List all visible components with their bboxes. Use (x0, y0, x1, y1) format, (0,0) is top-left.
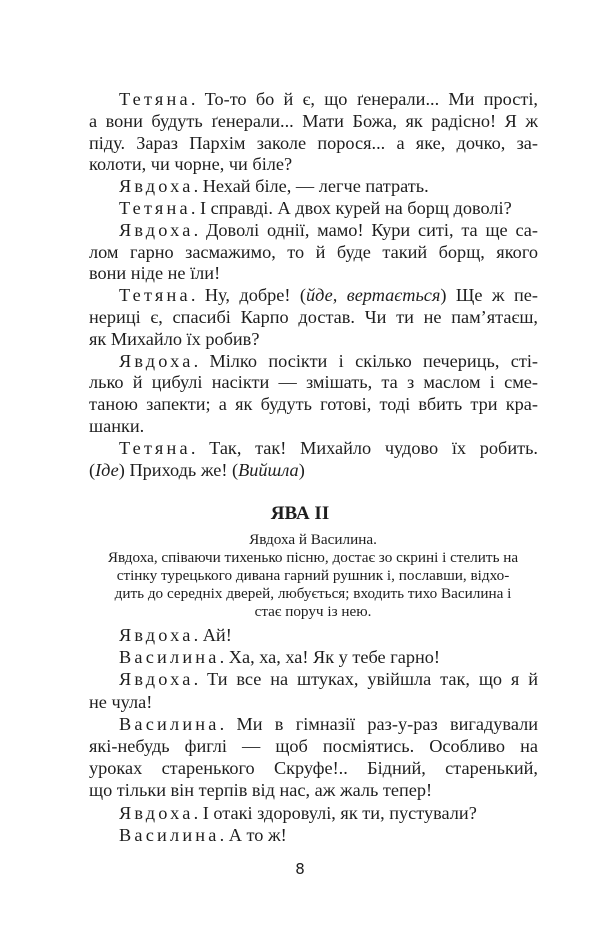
line-text: піду. Зараз Пархім заколе порося... а яке, дочко, за- (89, 132, 538, 153)
dialogue-paragraph (89, 438, 538, 482)
dialogue-paragraph (89, 220, 538, 285)
text-line (89, 624, 538, 646)
stage-direction (80, 531, 546, 621)
dialogue-paragraph (89, 176, 538, 198)
dialogue-paragraph (89, 351, 538, 438)
line-text: . Ай! (193, 625, 232, 645)
dialogue-paragraph (89, 646, 538, 668)
line-text: колоти, чи чорне, чи біле? (89, 154, 293, 175)
dialogue-paragraph (89, 824, 538, 846)
text-line (89, 133, 538, 155)
line-text: ) (298, 459, 305, 480)
speaker-name: Тетяна (119, 89, 191, 109)
speaker-name: Явдоха (119, 219, 194, 240)
speaker-name: Явдоха (119, 669, 194, 690)
line-text: . Ха, ха, ха! Як у тебе гарно! (219, 647, 441, 668)
speaker-name: Василина (119, 824, 220, 845)
dialogue-section-2 (89, 624, 538, 846)
stage-direction-line: Явдоха, співаючи тихенько пісню, достає зо скрині і стелить на (107, 549, 519, 566)
text-line (89, 220, 538, 242)
text-line (89, 176, 538, 198)
text-line (89, 242, 538, 264)
line-text: вони ніде не їли! (89, 263, 221, 284)
line-text: . І отакі здоровулі, як ти, пустували? (193, 802, 477, 823)
stage-remark: йде, вертається (306, 285, 441, 306)
speaker-name: Явдоха (119, 350, 194, 371)
text-line (89, 285, 538, 307)
text-line (89, 438, 538, 460)
line-text: нерицi є, спасибі Карпо достав. Чи ти не пам’ятаєш, (89, 306, 538, 327)
dialogue-paragraph (89, 624, 538, 646)
line-text: . І справді. А двох курей на борщ доволі? (190, 197, 512, 218)
dialogue-section-1 (89, 89, 538, 481)
line-text: . Доволі однії, мамо! Кури ситі, та ще са- (193, 219, 538, 240)
text-line (89, 713, 538, 735)
stage-remark: Вийшла (238, 459, 299, 480)
line-text: які-небудь фиглі — щоб посміятись. Особливо на (89, 735, 538, 756)
text-line (89, 416, 538, 438)
text-line (89, 307, 538, 329)
text-line (89, 154, 538, 176)
line-text: шанки. (89, 415, 145, 436)
line-text: ) Приходь же! ( (118, 459, 239, 480)
line-text: ( (89, 459, 96, 480)
line-text: . Ну, добре! ( (190, 285, 307, 306)
line-text: уроках старенького Скруфе!.. Бідний, старенький, (89, 758, 538, 779)
speaker-name: Явдоха (119, 176, 194, 197)
text-line (89, 460, 538, 482)
line-text: лом гарно засмажимо, то й буде такий борщ, якого (89, 241, 538, 262)
line-text: не чула! (89, 691, 153, 712)
text-line (89, 329, 538, 351)
line-text: . А то ж! (219, 824, 287, 845)
stage-direction-line: стає поруч із нею. (254, 603, 372, 620)
scene-heading: ЯВА II (270, 503, 330, 524)
speaker-name: Тетяна (119, 285, 191, 306)
dialogue-paragraph (89, 285, 538, 350)
line-text: що тільки він терпів від нас, аж жаль тепер! (89, 780, 433, 801)
speaker-name: Василина (119, 713, 220, 734)
dialogue-paragraph (89, 89, 538, 176)
dialogue-paragraph (89, 198, 538, 220)
text-line (89, 668, 538, 690)
speaker-name: Тетяна (119, 437, 191, 458)
line-text: . Нехай біле, — легче патрать. (193, 176, 429, 197)
stage-direction-line: стінку турецького дивана гарний рушник і, пославши, відхо- (116, 567, 510, 584)
text-line (89, 111, 538, 133)
line-text: . Ми в гімназії раз-у-раз вигадували (219, 713, 538, 734)
stage-direction-line: Явдоха й Василина. (249, 531, 377, 548)
text-line (89, 757, 538, 779)
text-line (89, 372, 538, 394)
speaker-name: Тетяна (119, 197, 191, 218)
page-number: 8 (295, 860, 305, 878)
text-line (89, 198, 538, 220)
line-text: . Ти все на штуках, увійшла так, що я й (193, 669, 538, 690)
text-line (89, 824, 538, 846)
text-line (89, 351, 538, 373)
line-text: . Так, так! Михайло чудово їх робить. (190, 437, 538, 458)
text-line (89, 691, 538, 713)
stage-direction-line: дить до середніх дверей, любується; входить тихо Василина і (114, 585, 512, 602)
line-text: ) Ще ж пе- (440, 285, 538, 306)
dialogue-paragraph (89, 668, 538, 712)
text-line (89, 646, 538, 668)
text-line (89, 394, 538, 416)
line-text: . То-то бо й є, що ґенерали... Ми прості, (190, 89, 538, 109)
speaker-name: Явдоха (119, 802, 194, 823)
line-text: лько й цибулі насікти — змішать, та з маслом і сме- (89, 372, 538, 393)
text-line (89, 735, 538, 757)
line-text: як Михайло їх робив? (89, 328, 260, 349)
text-line (89, 263, 538, 285)
speaker-name: Василина (119, 647, 220, 668)
speaker-name: Явдоха (119, 625, 194, 645)
dialogue-paragraph (89, 802, 538, 824)
line-text: . Мілко посікти і скілько печериць, сті- (193, 350, 538, 371)
line-text: а вони будуть ґенерали... Мати Божа, як радісно! Я ж (89, 110, 538, 131)
dialogue-paragraph (89, 713, 538, 802)
stage-remark: Іде (95, 459, 119, 480)
line-text: таною запекти; а як будуть готові, тоді вбить три кра- (89, 394, 538, 415)
text-line (89, 779, 538, 801)
text-line (89, 89, 538, 111)
text-line (89, 802, 538, 824)
